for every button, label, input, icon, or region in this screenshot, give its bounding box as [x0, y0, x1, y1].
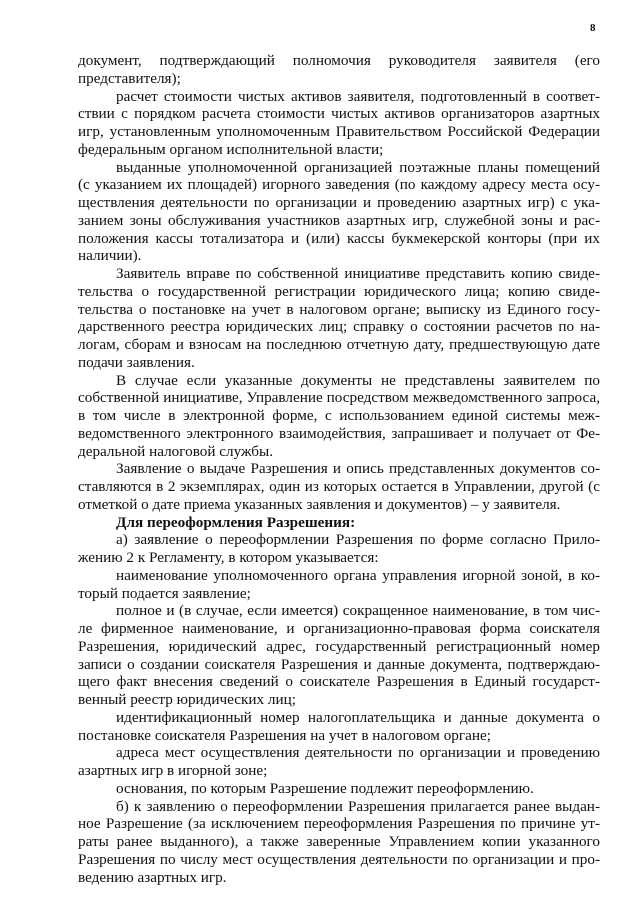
paragraph-leader-document: документ, подтверждающий полномочия руководителя заявителя (его представителя);: [78, 52, 600, 87]
paragraph-taxpayer-id: идентификационный номер налогоплательщика и данные документа о постановке соискателя Разрешения на учет в налоговом органе;: [78, 708, 600, 744]
paragraph-floor-plans: выданные уполномоченной организацией поэтажные планы помещений (с указанием их площадей) игорного заведения (по каждому адресу места осуществления деятельности по организации и проведению азартных игр) с указанием зоны обслуживания участников азартных игр, служебной зоны и расположения кассы тотализатора и (или) кассы букмекерской конторы (при их наличии).: [78, 158, 600, 265]
document-body: [78, 52, 600, 886]
paragraph-reissue-application: а) заявление о переоформлении Разрешения по форме согласно Приложению 2 к Регламенту, в котором указывается:: [78, 531, 600, 566]
paragraph-applicant-name: полное и (в случае, если имеется) сокращенное наименование, в том числе фирменное наименование, и организационно-правовая форма соискателя Разрешения, юридический адрес, государственный регистрационный номер записи о создании соискателя Разрешения и данные документа, подтверждающего факт внесения сведений о соискателе Разрешения в Единый государственный реестр юридических лиц;: [78, 602, 600, 708]
paragraph-grounds: основания, по которым Разрешение подлежит переоформлению.: [116, 779, 534, 797]
paragraph-copies: Заявление о выдаче Разрешения и опись представленных документов составляются в 2 экземплярах, один из которых остается в Управлении, другой (с отметкой о дате приема указанных заявления и документов) – у заявителя.: [78, 460, 600, 513]
page-number: 8: [590, 22, 596, 34]
paragraph-addresses: адреса мест осуществления деятельности по организации и проведению азартных игр в игорной зоне;: [78, 744, 600, 779]
paragraph-net-assets: расчет стоимости чистых активов заявителя, подготовленный в соответствии с порядком расчета стоимости чистых активов организаторов азартных игр, установленным уполномоченным Правительством Российской Федерации федеральным органом исполнительной власти;: [78, 87, 600, 158]
section-heading-reissue: Для переоформления Разрешения:: [116, 513, 356, 531]
paragraph-authority-name: наименование уполномоченного органа управления игорной зоной, в который подается заявление;: [78, 566, 600, 602]
paragraph-own-initiative: Заявитель вправе по собственной инициативе представить копию свидетельства о государственной регистрации юридического лица; копию свидетельства о постановке на учет в налоговом органе; выписку из Единого государственного реестра юридических лиц; справку о состоянии расчетов по налогам, сборам и взносам на последнюю отчетную дату, предшествующую дате подачи заявления.: [78, 265, 600, 371]
paragraph-interagency-request: В случае если указанные документы не представлены заявителем по собственной инициативе, Управление посредством межведомственного запроса, в том числе в электронной форме, с использованием единой системы межведомственного электронного взаимодействия, запрашивает и получает от Федеральной налоговой службы.: [78, 371, 600, 460]
paragraph-attachments: б) к заявлению о переоформлении Разрешения прилагается ранее выданное Разрешение (за исключением переоформления Разрешения по причине утраты ранее выданного), а также заверенные Управлением копии указанного Разрешения по числу мест осуществления деятельности по организации и проведению азартных игр.: [78, 797, 600, 886]
